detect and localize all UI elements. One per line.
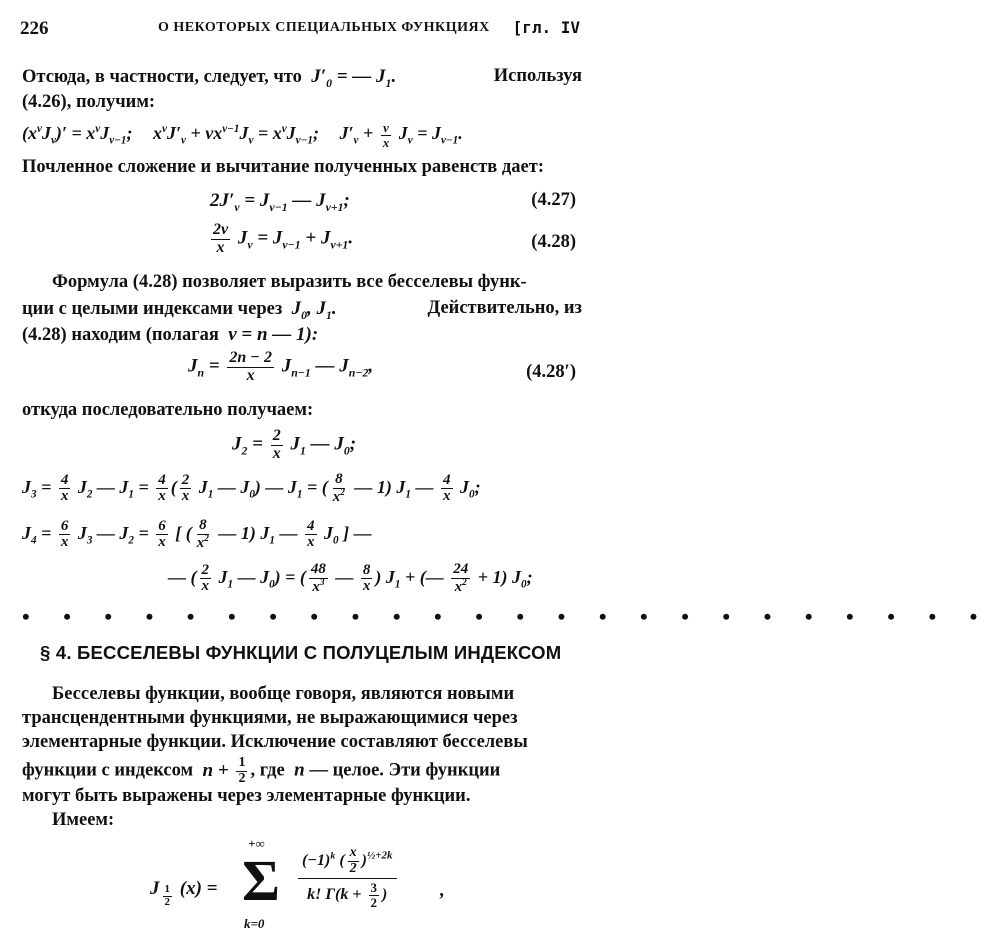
text-span: Используя [493,66,582,86]
paragraph-line: элементарные функции. Исключение составляют бесселевы [22,732,528,752]
text-span: (4.28) находим (полагая [22,325,219,345]
equation-4-28: $\frac{2\nu}{x}$ $J_\nu = J_{\nu-1} + J_{\nu+1}$. [213,221,354,256]
sum-lower-limit: k=0 [244,916,265,931]
text-span: ции с целыми индексами через [22,299,283,319]
paragraph-line [22,756,500,786]
paragraph-line: могут быть выражены через элементарные функции. [22,786,471,806]
section-title: § 4. БЕССЕЛЕВЫ ФУНКЦИИ С ПОЛУЦЕЛЫМ ИНДЕКСОМ [40,642,562,663]
equation-number: (4.27) [531,190,576,210]
formula-j4-line1: $J_4$ = $\frac{6}{x}$ $J_3$ — $J_2$ = $\frac{6}{x}$ [ ( $\frac{8}{x^2}$ — 1) $J_1$ — $\frac{4}{x}$ $J_0$ ] — [22,517,372,551]
formula-j2: $J_2$ = $\frac{2}{x}$ $J_1$ — $J_0$; [232,427,357,462]
formula-line [22,121,582,149]
equation-number: (4.28′) [526,362,576,382]
running-title: О НЕКОТОРЫХ СПЕЦИАЛЬНЫХ ФУНКЦИЯХ [158,20,490,35]
paragraph-line: Формула (4.28) позволяет выразить все бесселевы функ- [52,272,527,292]
equation-4-27: $2J'_\nu = J_{\nu-1}$ — $J_{\nu+1}$; [210,190,350,214]
paragraph-line [22,324,318,346]
series-formula [150,836,460,936]
separator-dots: • • • • • • • • • • • • • • • • • • • • • • • • [22,604,991,629]
paragraph-line [22,298,582,323]
formula-lhs: J $_{\frac{1}{2}}$ (x) = [150,878,218,908]
sum-upper-limit: +∞ [248,836,265,851]
paragraph-line [22,66,582,91]
formula-j3: $J_3$ = $\frac{4}{x}$ $J_2$ — $J_1$ = $\frac{4}{x}$ ( $\frac{2}{x}$ $J_1$ — $J_0$) — $J_1$ = ( $\frac{8}{x^2}$ — 1) $J_1$ — $\frac{4}{x}$ $J_0$; [22,471,481,505]
paragraph-line: Почленное сложение и вычитание полученных равенств дает: [22,157,544,177]
formula-part: $x^\nu J'_\nu + \nu x^{\nu-1}J_\nu = x^\nu J_{\nu-1}$; [152,123,319,147]
inline-formula: n [289,759,310,781]
formula-part: $J'_\nu$ + $\frac{\nu}{x}$ $J_\nu = J_{\nu-1}$. [339,120,463,150]
series-term: $(-1)^k$ ( $\frac{x}{2}$ )$^{\frac{1}{2}+2k}$ k! Γ(k + $\frac{3}{2}$ ) [298,846,397,910]
text-span: , где [250,760,285,781]
formula-comma: , [440,880,445,901]
equation-4-28-prime: $J_n$ = $\frac{2n - 2}{x}$ $J_{n-1}$ — $J_{n-2}$, [188,349,374,384]
inline-formula: ν = n — 1): [223,324,319,345]
paragraph-line: откуда последовательно получаем: [22,400,314,420]
paragraph-line: (4.26), получим: [22,92,156,112]
page-header [20,18,580,44]
equation-number: (4.28) [531,232,576,252]
page-number: 226 [20,18,49,39]
text-span: — целое. Эти функции [309,760,501,781]
paragraph-line: Имеем: [52,810,115,830]
chapter-marker: [гл. IV [512,18,580,37]
inline-formula: $J_0$, $J_1$. [286,298,337,322]
formula-part: $(x^\nu J_\nu)' = x^\nu J_{\nu-1}$; [22,123,133,147]
paragraph-line: Бесселевы функции, вообще говоря, являются новыми [52,684,515,704]
text-span: функции с индексом [22,760,194,781]
text-span: Действительно, из [427,298,582,318]
sum-sign: Σ [242,848,280,913]
paragraph-line: трансцендентными функциями, не выражающимися через [22,708,518,728]
inline-formula: $J'_0$ = — $J_1$. [306,66,397,90]
formula-j4-line2: — ( $\frac{2}{x}$ $J_1$ — $J_0$) = ( $\frac{48}{x^3}$ — $\frac{8}{x}$ ) $J_1$ + (— $\frac{24}{x^2}$ + 1) $J_0$; [168,561,533,595]
inline-formula: n + $\frac{1}{2}$ [197,755,246,786]
text-span: Отсюда, в частности, следует, что [22,67,302,87]
